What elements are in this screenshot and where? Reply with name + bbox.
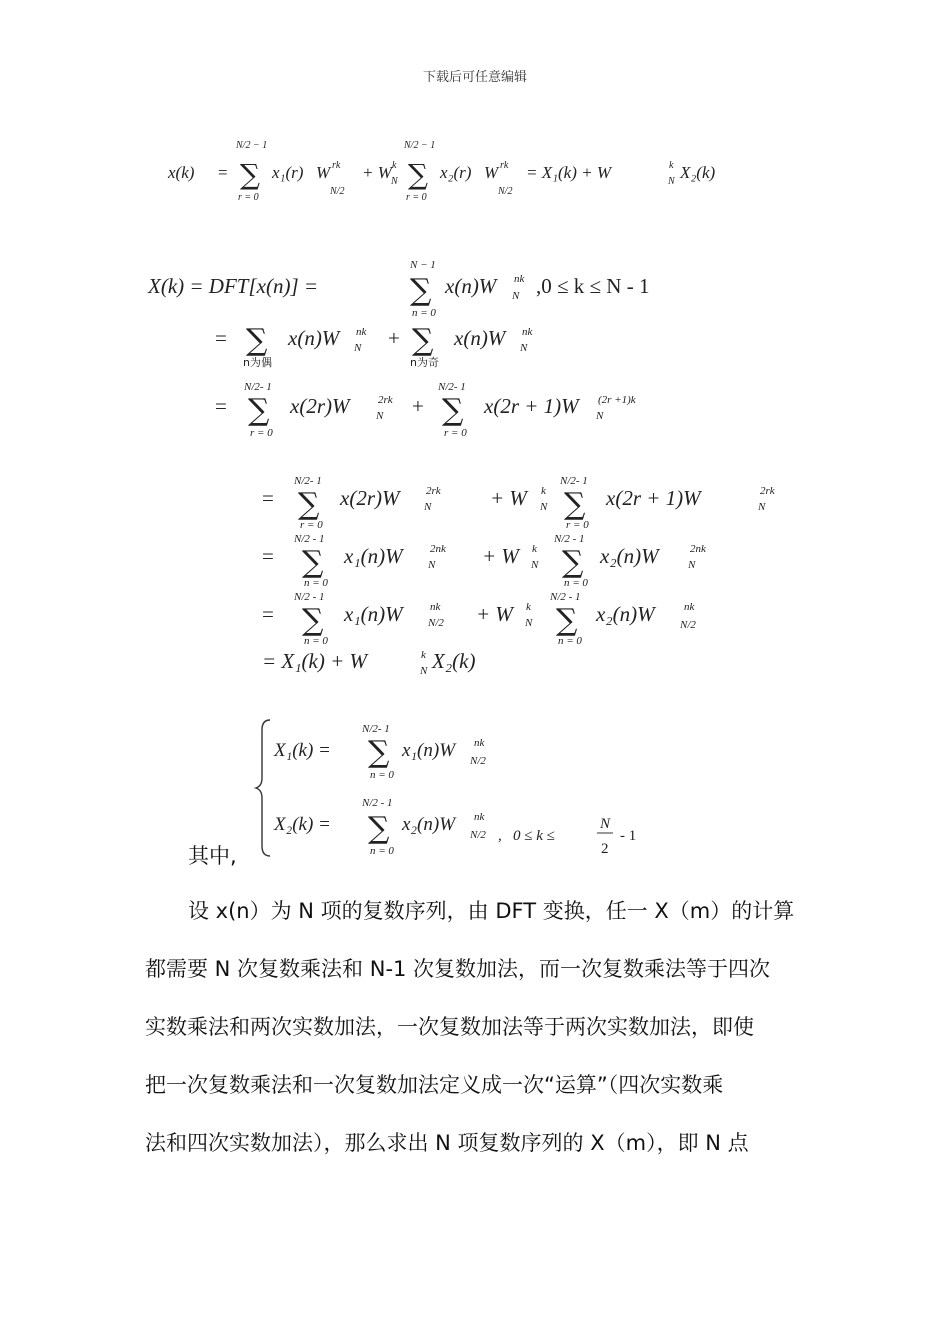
eq4-x1-lhs: X₁(k) =	[274, 740, 331, 761]
eq1-rhs-sup: k	[669, 160, 674, 171]
eq3-line2-wk-sub: N	[531, 559, 539, 571]
eq3-line1-b-upper: N/2- 1	[560, 475, 588, 487]
eq3-line3-wk: + W	[476, 602, 513, 626]
eq1-sum2-lower: r = 0	[406, 192, 427, 203]
eq1-sum1-upper: N/2 − 1	[236, 140, 268, 151]
eq2-line2-b-sub: N	[520, 342, 528, 354]
eq1-sum1-lower: r = 0	[238, 192, 259, 203]
eq2-line3-b-lower: r = 0	[444, 427, 467, 439]
eq3-line4-end: X₂(k)	[432, 649, 476, 673]
eq3-line1-b: x(2r + 1)W	[606, 486, 701, 510]
eq4-x2-sub: N/2	[470, 829, 486, 841]
eq3-line3-a-sup: nk	[430, 601, 441, 613]
eq3-line1-b-lower: r = 0	[566, 519, 589, 531]
eq2-line2-sigma-b: ∑	[412, 323, 434, 358]
eq4-x2-lhs: X₂(k) =	[274, 814, 331, 835]
eq4-x1-sup: nk	[474, 737, 485, 749]
eq4-x2-sup: nk	[474, 811, 485, 823]
eq3-line2-a-upper: N/2 - 1	[294, 533, 325, 545]
equation-butterfly-derivation	[262, 475, 776, 677]
paragraph-line-2: 都需要 N 次复数乘法和 N-1 次复数加法，而一次复数乘法等于四次	[145, 957, 771, 981]
eq2-line2-a-term: x(n)W	[288, 326, 340, 350]
eq2-line2-b-term: x(n)W	[454, 326, 506, 350]
eq2-line1-sub: N	[512, 290, 520, 302]
eq3-line1-b-sub: N	[758, 501, 766, 513]
eq3-line1-sigma-b: ∑	[564, 487, 586, 522]
eq3-line3-sigma-b: ∑	[556, 603, 578, 638]
eq3-line4-sub: N	[420, 665, 428, 677]
eq3-line2-sigma-a: ∑	[302, 545, 324, 580]
eq2-line2-b-lower: n为奇	[410, 356, 439, 369]
eq2-line3-b-upper: N/2- 1	[438, 381, 466, 393]
eq2-line2-a-sub: N	[354, 342, 362, 354]
eq3-line2-eq: =	[262, 544, 274, 568]
eq1-term1: x₁(r)	[272, 163, 304, 182]
eq3-line3-a-sub: N/2	[428, 617, 444, 629]
eq1-rhs: = X₁(k) + W	[526, 163, 612, 182]
eq2-line3-eq: =	[215, 394, 227, 418]
eq3-line2-b-sup: 2nk	[690, 543, 706, 555]
eq1-sum2-upper: N/2 − 1	[404, 140, 436, 151]
eq3-line2-sigma-b: ∑	[562, 545, 584, 580]
eq4-x2-sigma: ∑	[368, 811, 390, 846]
eq2-line1-lhs: X(k) = DFT[x(n)] =	[148, 274, 319, 298]
eq3-line3-b-sup: nk	[684, 601, 695, 613]
equation-dft-split	[147, 259, 649, 439]
eq3-line1-a-sup: 2rk	[426, 485, 441, 497]
eq3-line2-b: x₂(n)W	[600, 544, 659, 568]
eq3-line3-a: x₁(n)W	[344, 602, 403, 626]
eq4-x1-upper: N/2- 1	[362, 723, 390, 735]
eq3-line3-b-upper: N/2 - 1	[550, 591, 581, 603]
eq3-line2-a-sub: N	[428, 559, 436, 571]
eq3-line2-a: x₁(n)W	[344, 544, 403, 568]
eq3-line4: = X₁(k) + W	[262, 649, 368, 673]
eq2-line3-sigma-a: ∑	[248, 393, 270, 428]
equation-subsequence-definitions	[256, 720, 636, 857]
eq3-line1-eq: =	[262, 486, 274, 510]
eq2-line1-upper: N − 1	[410, 259, 436, 271]
eq2-line3-a-lower: r = 0	[250, 427, 273, 439]
eq2-line2-eq: =	[215, 326, 227, 350]
eq3-line1-a-lower: r = 0	[300, 519, 323, 531]
eq2-line2-a-lower: n为偶	[243, 356, 272, 369]
eq3-line3-a-upper: N/2 - 1	[294, 591, 325, 603]
page-header-note: 下载后可任意编辑	[422, 70, 527, 85]
eq2-line3-b-sub: N	[596, 410, 604, 422]
eq2-line1-lower: n = 0	[412, 307, 436, 319]
eq3-line2-b-sub: N	[688, 559, 696, 571]
eq3-line3-eq: =	[262, 602, 274, 626]
eq3-line2-wk: + W	[482, 544, 519, 568]
equation-decimation-short	[167, 140, 716, 203]
eq4-x2-lower: n = 0	[370, 845, 394, 857]
eq3-line3-a-lower: n = 0	[304, 635, 328, 647]
eq1-w1-sup: rk	[332, 160, 341, 171]
eq1-plus-w: + W	[362, 163, 392, 182]
eq4-x1-lower: n = 0	[370, 769, 394, 781]
eq3-line2-b-upper: N/2 - 1	[554, 533, 585, 545]
eq2-line2-sigma-a: ∑	[246, 323, 268, 358]
eq2-line2-a-sup: nk	[356, 326, 367, 338]
eq1-equals: =	[218, 163, 228, 182]
eq3-line1-sigma-a: ∑	[298, 487, 320, 522]
eq4-x1-term: x₁(n)W	[402, 740, 456, 761]
eq3-line4-sup: k	[421, 649, 426, 661]
eq1-w1-sub: N/2	[330, 186, 345, 197]
eq2-line3-b-sup: (2r +1)k	[598, 394, 636, 406]
eq3-line2-b-lower: n = 0	[564, 577, 588, 589]
eq2-line1-term: x(n)W	[445, 274, 497, 298]
eq3-line1-a-sub: N	[424, 501, 432, 513]
eq4-x1-sub: N/2	[470, 755, 486, 767]
eq2-line1-cond: ,0 ≤ k ≤ N - 1	[536, 274, 650, 298]
eq1-rhs-end: X₂(k)	[680, 163, 716, 182]
eq4-cond-a: , 0 ≤ k ≤	[498, 828, 555, 844]
eq2-line2-plus: +	[388, 326, 400, 350]
eq2-line3-a-sub: N	[376, 410, 384, 422]
eq4-prefix: 其中,	[188, 844, 237, 868]
eq4-cond-num: N	[600, 816, 611, 832]
eq2-line1-sup: nk	[514, 273, 525, 285]
eq2-line3-sigma-b: ∑	[442, 393, 464, 428]
body-paragraph	[145, 893, 809, 1183]
eq4-x2-upper: N/2 - 1	[362, 797, 393, 809]
eq3-line2-wk-sup: k	[532, 543, 537, 555]
eq2-line3-plus: +	[412, 394, 424, 418]
eq1-w2: W	[484, 163, 499, 182]
eq1-w2-sup: rk	[500, 160, 509, 171]
eq3-line1-wk-sup: k	[541, 485, 546, 497]
eq4-cond-b: - 1	[620, 828, 637, 844]
eq3-line3-b: x₂(n)W	[596, 602, 655, 626]
eq1-rhs-sub: N	[668, 176, 675, 187]
eq1-w1: W	[316, 163, 331, 182]
eq3-line3-wk-sub: N	[525, 617, 533, 629]
eq3-line2-a-sup: 2nk	[430, 543, 446, 555]
paragraph-line-5: 法和四次实数加法），那么求出 N 项复数序列的 X（m），即 N 点	[145, 1131, 749, 1155]
eq3-line1-a: x(2r)W	[340, 486, 400, 510]
eq2-line3-a-term: x(2r)W	[290, 394, 350, 418]
eq4-x2-term: x₂(n)W	[402, 814, 456, 835]
eq1-sum2-sigma: ∑	[408, 158, 428, 191]
eq1-plus-w-sub: N	[391, 176, 398, 187]
eq4-x1-sigma: ∑	[368, 735, 390, 770]
eq3-line3-b-sub: N/2	[680, 619, 696, 631]
left-brace	[256, 720, 270, 856]
eq1-term2: x₂(r)	[440, 163, 472, 182]
eq3-line1-wk: + W	[490, 486, 527, 510]
paragraph-line-1: 设 x(n）为 N 项的复数序列，由 DFT 变换，任一 X（m）的计算	[188, 899, 795, 923]
eq3-line1-wk-sub: N	[540, 501, 548, 513]
eq4-cond-den: 2	[601, 841, 609, 857]
eq2-line3-a-upper: N/2- 1	[244, 381, 272, 393]
paragraph-line-3: 实数乘法和两次实数加法，一次复数加法等于两次实数加法，即使	[145, 1015, 754, 1039]
eq2-line3-a-sup: 2rk	[378, 394, 393, 406]
eq1-sum1-sigma: ∑	[240, 158, 260, 191]
eq3-line3-wk-sup: k	[526, 601, 531, 613]
eq2-line1-sigma: ∑	[410, 273, 432, 308]
eq2-line2-b-sup: nk	[522, 326, 533, 338]
eq3-line3-sigma-a: ∑	[302, 603, 324, 638]
eq3-line1-b-sup: 2rk	[760, 485, 775, 497]
eq1-plus-w-sup: k	[392, 160, 397, 171]
eq1-w2-sub: N/2	[498, 186, 513, 197]
eq3-line1-a-upper: N/2- 1	[294, 475, 322, 487]
eq3-line2-a-lower: n = 0	[304, 577, 328, 589]
eq3-line3-b-lower: n = 0	[558, 635, 582, 647]
eq1-lhs: x(k)	[168, 163, 195, 182]
paragraph-line-4: 把一次复数乘法和一次复数加法定义成一次“运算”（四次实数乘	[145, 1073, 724, 1097]
eq2-line3-b-term: x(2r + 1)W	[484, 394, 579, 418]
